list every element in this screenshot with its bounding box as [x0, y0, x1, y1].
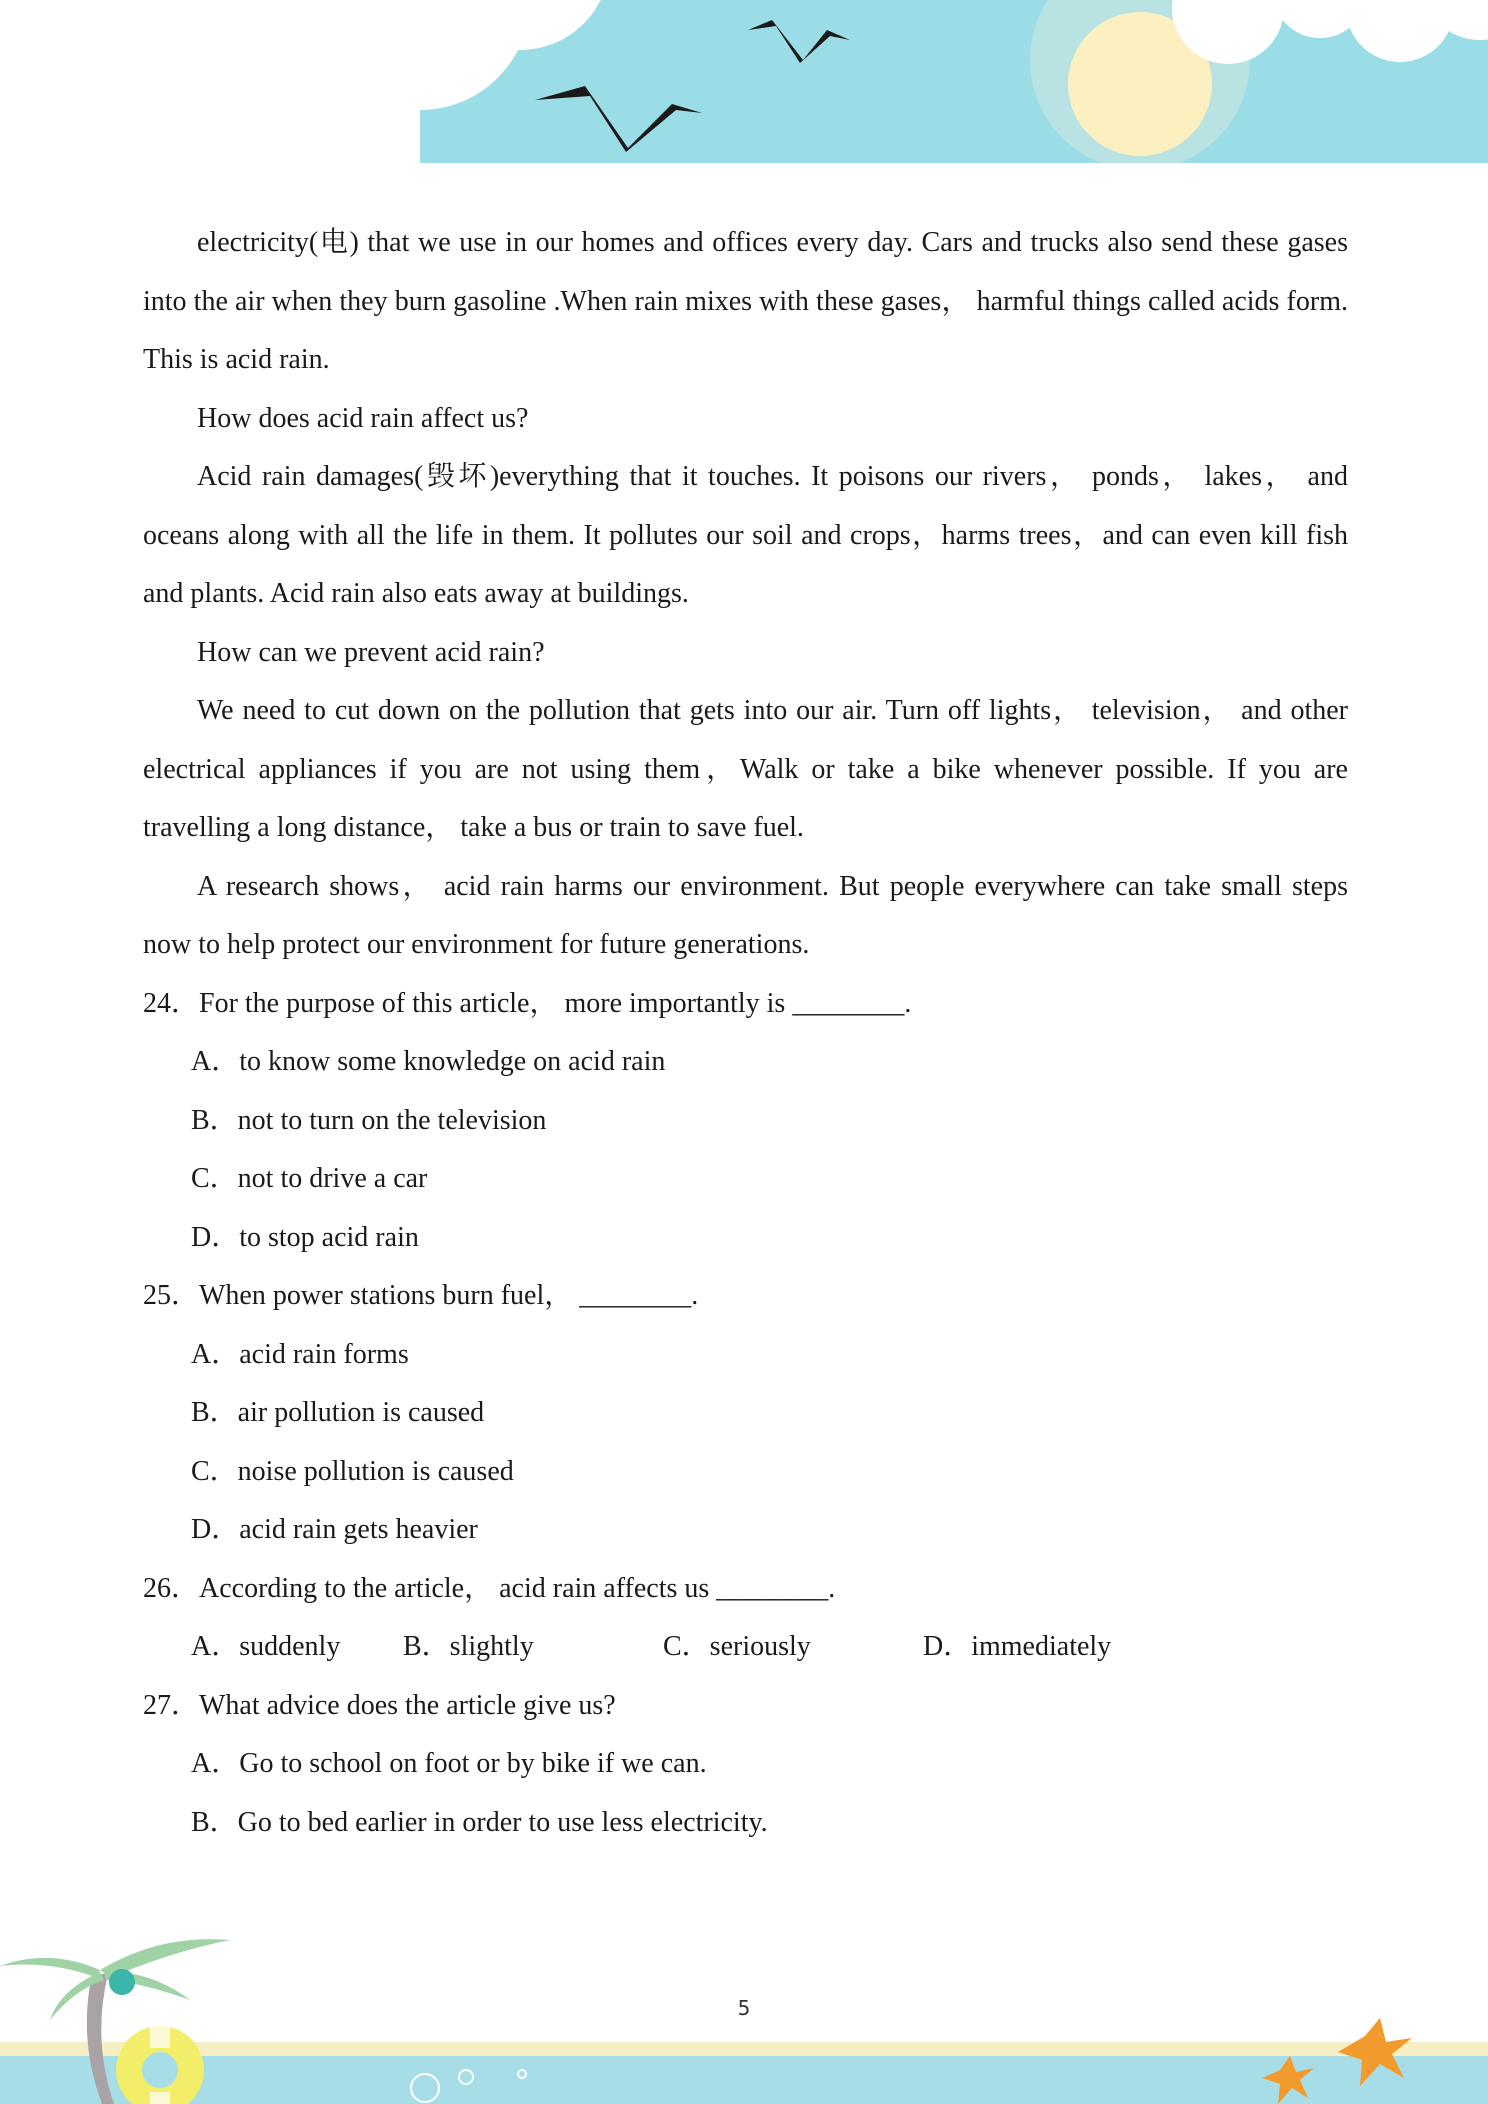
page-number: 5: [737, 1996, 751, 2020]
sand-strip: [0, 2042, 1488, 2056]
question-25-option-c: C．noise pollution is caused: [191, 1455, 514, 1487]
question-24-option-b: B．not to turn on the television: [191, 1104, 547, 1136]
question-25-option-a: A．acid rain forms: [191, 1338, 409, 1370]
question-24-option-c: C．not to drive a car: [191, 1163, 428, 1194]
passage-paragraph: electricity(电) that we use in our homes and offices every day. Cars and trucks also send these gases into the air when they burn gasoline .When rain mixes with these gases， harmful things called acids form. This is acid rain.: [143, 227, 1348, 375]
float-ring-icon: [116, 2026, 204, 2104]
passage-paragraph: Acid rain damages(毁坏)everything that it touches. It poisons our rivers， ponds， lakes， and oceans along with all the life in them. It pollutes our soil and crops，harms trees，and can even kill fish and plants. Acid rain also eats away at buildings.: [143, 461, 1348, 609]
question-24-option-d: D．to stop acid rain: [191, 1221, 419, 1253]
question-26-option-a: A．suddenly: [191, 1631, 341, 1662]
question-27-stem: 27．What advice does the article give us?: [143, 1689, 616, 1721]
question-25-option-d: D．acid rain gets heavier: [191, 1514, 478, 1545]
header-decoration: [0, 0, 1488, 170]
question-26-option-b: B．slightly: [403, 1631, 534, 1662]
question-25-option-b: B．air pollution is caused: [191, 1397, 485, 1428]
passage-paragraph: A research shows， acid rain harms our environment. But people everywhere can take small steps now to help protect our environment for future generations.: [143, 870, 1348, 960]
question-27-option-a: A．Go to school on foot or by bike if we can.: [191, 1748, 707, 1779]
document-body: [143, 214, 1348, 1852]
footer-decoration: [0, 1930, 1488, 2104]
question-26-stem: 26．According to the article， acid rain affects us ________.: [143, 1572, 836, 1604]
passage-heading: How can we prevent acid rain?: [197, 636, 545, 668]
question-24-option-a: A．to know some knowledge on acid rain: [191, 1046, 666, 1077]
passage-heading: How does acid rain affect us?: [197, 402, 529, 434]
passage-paragraph: We need to cut down on the pollution that gets into our air. Turn off lights， television， and other electrical appliances if you are not using them，Walk or take a bike whenever possible. If you are travelling a long distance， take a bus or train to save fuel.: [143, 695, 1348, 843]
question-26-options: [143, 1618, 1348, 1677]
coconut-icon: [109, 1969, 135, 1995]
question-24-stem: 24．For the purpose of this article， more importantly is ________.: [143, 987, 912, 1019]
water-band: [0, 2056, 1488, 2104]
question-26-option-c: C．seriously: [663, 1631, 811, 1662]
question-26-option-d: D．immediately: [923, 1631, 1112, 1662]
question-27-option-b: B．Go to bed earlier in order to use less electricity.: [191, 1806, 768, 1838]
question-25-stem: 25．When power stations burn fuel， ________.: [143, 1280, 699, 1311]
